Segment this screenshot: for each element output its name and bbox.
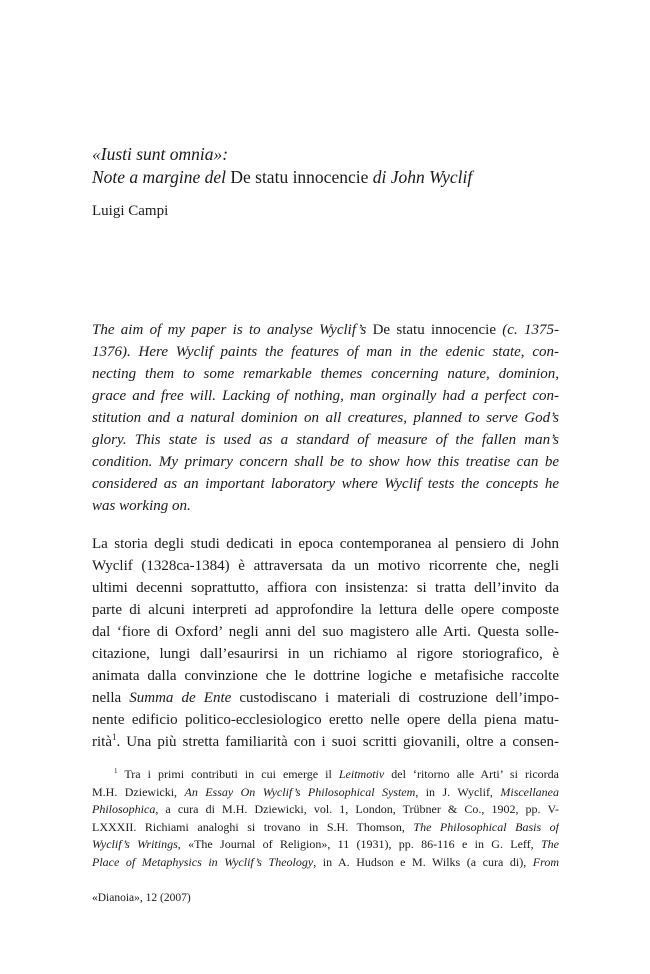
footnote-text: LXXXII. Richiami analoghi si trovano in S.H. Thomson,	[92, 819, 414, 834]
body-line	[92, 687, 559, 709]
title-part: Note a margine del	[92, 167, 231, 187]
abstract-line: grace and free will. Lacking of nothing, man orginally had a perfect con-	[92, 388, 559, 404]
footnote-text: , a cura di M.H. Dziewicki, vol. 1, London, Trübner & Co., 1902, pp. V-	[155, 802, 559, 816]
abstract-line: necting them to some remarkable themes concerning nature, dominion,	[92, 366, 559, 382]
footnote-line	[92, 784, 559, 802]
body-line: dal ‘fiore di Oxford’ negli anni del suo magistero alle Arti. Questa solle-	[92, 624, 559, 640]
footnote-italic: Wyclif’s Writings	[92, 837, 178, 851]
title-line-1: «Iusti sunt omnia»:	[92, 144, 229, 164]
title-work-name: De statu innocencie	[230, 167, 369, 187]
body-line	[92, 731, 559, 753]
footnote-line	[92, 766, 559, 784]
body-paragraph	[92, 533, 559, 753]
footnote-italic: The Philosophical Basis of	[413, 819, 559, 834]
footnote-italic: Place of Metaphysics in Wyclif’s Theology	[92, 854, 314, 869]
footnote-line	[92, 836, 559, 854]
footnote-italic: Leitmotiv	[338, 767, 385, 781]
footnote-text: Tra i primi contributi in cui emerge il	[124, 767, 339, 781]
footnote-text: M.H. Dziewicki,	[92, 784, 185, 799]
footnote-italic: An Essay On Wyclif’s Philosophical System	[184, 784, 416, 799]
abstract-line: stitution and a natural dominion on all creatures, planned to serve God’s	[92, 410, 559, 426]
abstract-work-name: De statu innocencie	[372, 322, 496, 338]
body-work-name: Summa de Ente	[129, 690, 232, 706]
abstract-text: (c. 1375-	[496, 322, 559, 338]
footnote-text: , in J. Wyclif,	[415, 784, 501, 799]
footnote-number: 1	[114, 767, 118, 775]
body-line: animata dalla convinzione che le dottrine logiche e metafisiche raccolte	[92, 668, 559, 684]
body-text: . Una più stretta familiarità con i suoi scritti giovanili, oltre a consen-	[116, 734, 559, 750]
footnote	[92, 766, 559, 871]
abstract-line: condition. My primary concern shall be to show how this treatise can be	[92, 454, 559, 470]
abstract-line: glory. This state is used as a standard of measure of the fallen man’s	[92, 432, 559, 448]
footnote-line	[92, 854, 559, 872]
footnote-italic: From	[532, 854, 559, 869]
footnote-text: , «The Journal of Religion», 11 (1931), pp. 86-116 e in G. Leff,	[177, 837, 541, 851]
abstract	[92, 319, 559, 517]
body-line: ultimi decenni soprattutto, affiora con insistenza: si tratta dell’invito da	[92, 580, 559, 596]
abstract-line	[92, 319, 559, 341]
footnote-line	[92, 801, 559, 819]
title-line-2	[92, 166, 562, 189]
body-line: nente edificio politico-ecclesiologico eretto nelle opere della piena matu-	[92, 712, 559, 728]
body-line: citazione, lungi dall’esaurirsi in un richiamo al rigore storiografico, è	[92, 646, 559, 662]
journal-citation: «Dianoia», 12 (2007)	[92, 892, 191, 904]
article-title	[92, 143, 562, 189]
abstract-text: The aim of my paper is to analyse Wyclif’s	[92, 322, 373, 338]
footnote-reference[interactable]: 1	[112, 732, 117, 742]
author-name: Luigi Campi	[92, 203, 169, 219]
footnote-text: del ‘ritorno alle Arti’ si ricorda	[384, 767, 559, 781]
body-text: custodiscano i materiali di costruzione dell’impo-	[231, 690, 559, 706]
body-text: nella	[92, 690, 130, 706]
footnote-italic: Philosophica	[92, 802, 156, 816]
abstract-line: was working on.	[92, 498, 191, 514]
body-line: parte di alcuni interpreti ad approfondire la lettura delle opere composte	[92, 602, 559, 618]
body-line: La storia degli studi dedicati in epoca contemporanea al pensiero di John	[92, 536, 559, 552]
footnote-italic: Miscellanea	[500, 784, 559, 799]
title-part: di John Wyclif	[368, 167, 473, 187]
abstract-line: considered as an important laboratory where Wyclif tests the concepts he	[92, 476, 559, 492]
abstract-line: 1376). Here Wyclif paints the features of man in the edenic state, con-	[92, 344, 559, 360]
body-line: Wyclif (1328ca-1384) è attraversata da un motivo ricorrente che, negli	[92, 558, 559, 574]
footnote-line	[92, 819, 559, 837]
footnote-text: , in A. Hudson e M. Wilks (a cura di),	[313, 854, 533, 869]
body-text: rità	[92, 734, 112, 750]
footnote-italic: The	[541, 837, 559, 851]
